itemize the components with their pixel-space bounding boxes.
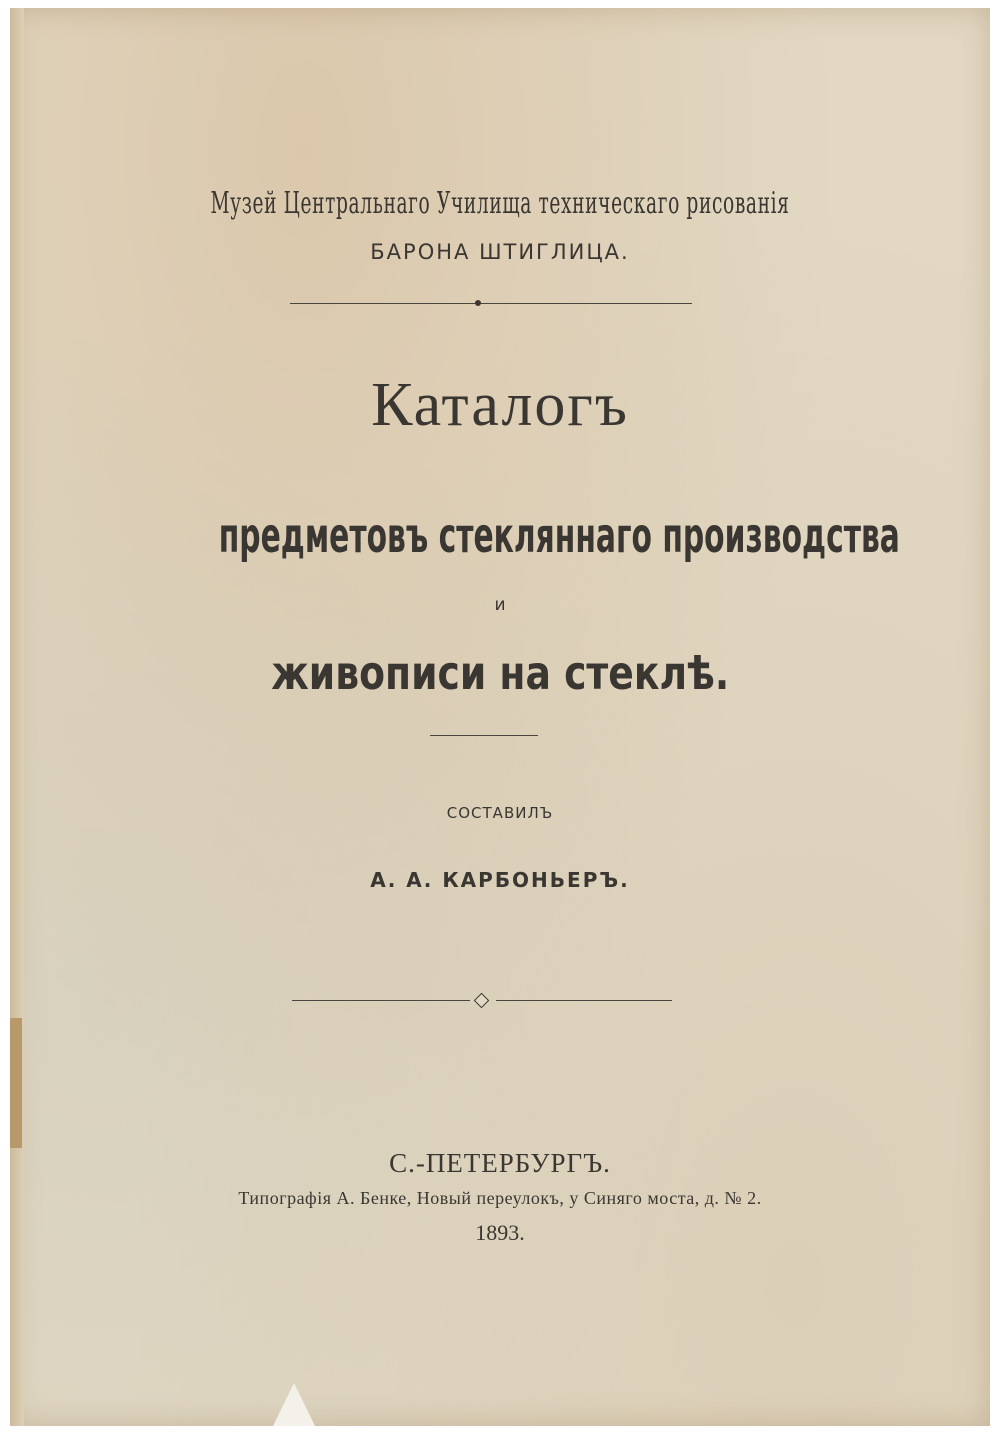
ornament-rule-left [292, 1000, 470, 1001]
museum-heading-text: Музей Центральнаго Училища техническаго рисованія [210, 186, 790, 221]
book-cover-page [10, 8, 990, 1426]
subtitle-line-1-text: предметовъ стекляннаго производства [218, 508, 900, 564]
short-divider [430, 735, 538, 736]
baron-heading: БАРОНА ШТИГЛИЦА. [370, 240, 630, 264]
author-name: А. А. КАРБОНЬЕРЪ. [370, 868, 630, 892]
subtitle-line-2-text: живописи на стеклѣ. [271, 646, 729, 700]
spine-tape-patch [10, 1018, 22, 1148]
subtitle-line-2 [10, 646, 990, 700]
publication-year: 1893. [475, 1220, 525, 1245]
publication-city: С.-ПЕТЕРБУРГЪ. [389, 1148, 611, 1178]
ornament-rule-right [496, 1000, 672, 1001]
compiled-by-label: СОСТАВИЛЪ [446, 804, 554, 822]
subtitle-line-1 [10, 508, 990, 564]
printer-line: Типографія А. Бенке, Новый переулокъ, у Синяго моста, д. № 2. [238, 1188, 762, 1208]
museum-heading [10, 186, 990, 221]
torn-corner [272, 1383, 316, 1426]
conjunction: и [494, 595, 506, 615]
ornament-diamond [474, 993, 490, 1009]
catalog-title: Каталогъ [371, 371, 629, 439]
ornament-dot [475, 300, 481, 306]
ornament-rule-top [290, 303, 692, 304]
